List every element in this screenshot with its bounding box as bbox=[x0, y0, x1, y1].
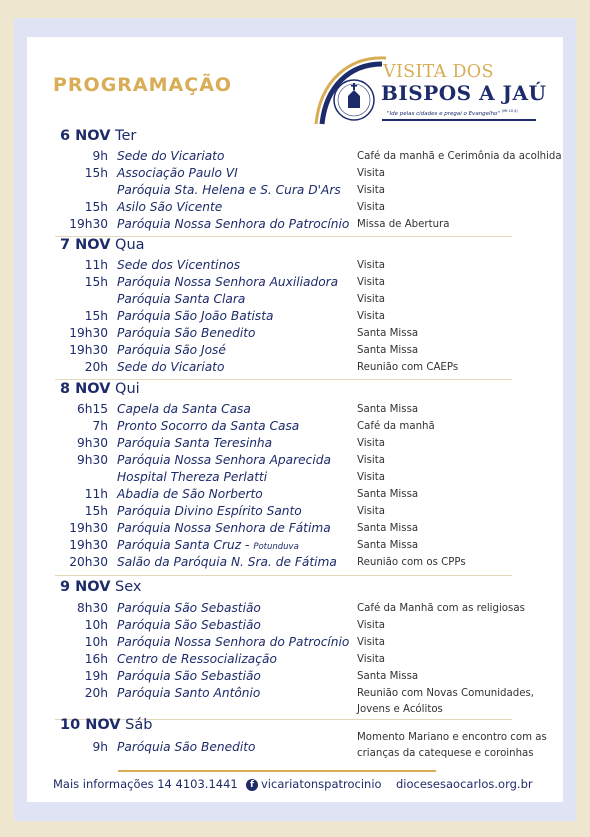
schedule-row: 7h Pronto Socorro da Santa Casa Café da manhã bbox=[92, 419, 435, 433]
schedule-row: 9h30 Paróquia Santa Teresinha Visita bbox=[77, 436, 385, 450]
schedule-row: 9h30 Paróquia Nossa Senhora Aparecida Visita bbox=[77, 453, 385, 467]
logo-subtitle: "Ide pelas cidades e pregai o Evangelho" $^{(Mt 10,5)}$ bbox=[387, 109, 518, 117]
footer-divider bbox=[118, 770, 436, 772]
day-heading: 9 NOV Sex bbox=[60, 579, 142, 595]
day-heading: 8 NOV Qui bbox=[60, 381, 140, 397]
footer-website-link[interactable]: diocesesaocarlos.org.br bbox=[396, 777, 533, 791]
schedule-row: 20h Paróquia Santo Antônio Reunião com Novas Comunidades, bbox=[84, 686, 535, 700]
schedule-row: 19h Paróquia São Sebastião Santa Missa bbox=[84, 669, 419, 683]
schedule-row: 10h Paróquia São Sebastião Visita bbox=[84, 618, 385, 632]
day-divider bbox=[55, 379, 512, 380]
footer-phone-info: Mais informações 14 4103.1441 bbox=[53, 777, 238, 791]
schedule-row: Hospital Thereza Perlatti Visita bbox=[117, 470, 385, 484]
schedule-row: 8h30 Paróquia São Sebastião Café da Manhã com as religiosas bbox=[77, 601, 525, 615]
day-heading: 7 NOV Qua bbox=[60, 237, 145, 253]
schedule-row: 15h Asilo São Vicente Visita bbox=[84, 200, 385, 214]
activity-continued: Jovens e Acólitos bbox=[357, 704, 443, 715]
activity-line-2: crianças da catequese e coroinhas bbox=[357, 748, 534, 759]
logo-line-1: VISITA DOS bbox=[383, 62, 494, 82]
schedule-row: 9h Paróquia São Benedito bbox=[92, 740, 256, 754]
schedule-row: 15h Paróquia São João Batista Visita bbox=[84, 309, 385, 323]
schedule-row: 15h Paróquia Divino Espírito Santo Visita bbox=[84, 504, 385, 518]
schedule-row: 11h Sede dos Vicentinos Visita bbox=[84, 258, 385, 272]
facebook-icon: f bbox=[246, 779, 258, 791]
schedule-row: 20h Sede do Vicariato Reunião com CAEPs bbox=[84, 360, 459, 374]
schedule-row: 15h Paróquia Nossa Senhora Auxiliadora Visita bbox=[84, 275, 385, 289]
schedule-row: 10h Paróquia Nossa Senhora do Patrocínio Visita bbox=[84, 635, 385, 649]
schedule-row: 16h Centro de Ressocialização Visita bbox=[84, 652, 385, 666]
schedule-row: 11h Abadia de São Norberto Santa Missa bbox=[84, 487, 419, 501]
footer-facebook-link[interactable]: vicariatonspatrocinio bbox=[261, 777, 382, 791]
day-heading: 10 NOV Sáb bbox=[60, 717, 153, 733]
logo-underline bbox=[382, 119, 536, 121]
schedule-row: 19h30 Paróquia São José Santa Missa bbox=[69, 343, 419, 357]
day-heading: 6 NOV Ter bbox=[60, 128, 137, 144]
schedule-row: 15h Associação Paulo VI Visita bbox=[84, 166, 385, 180]
schedule-row: 19h30 Paróquia Santa Cruz - Potunduva Santa Missa bbox=[69, 538, 419, 552]
schedule-row: 20h30 Salão da Paróquia N. Sra. de Fátima Reunião com os CPPs bbox=[69, 555, 466, 569]
schedule-row: Paróquia Sta. Helena e S. Cura D'Ars Visita bbox=[117, 183, 385, 197]
schedule-row: 19h30 Paróquia São Benedito Santa Missa bbox=[69, 326, 419, 340]
schedule-row: 19h30 Paróquia Nossa Senhora de Fátima Santa Missa bbox=[69, 521, 419, 535]
activity-line-1: Momento Mariano e encontro com as bbox=[357, 732, 547, 743]
schedule-row: Paróquia Santa Clara Visita bbox=[117, 292, 385, 306]
page-title: PROGRAMAÇÃO bbox=[53, 74, 233, 96]
logo-line-2: BISPOS A JAÚ bbox=[381, 81, 547, 105]
schedule-row: 6h15 Capela da Santa Casa Santa Missa bbox=[77, 402, 419, 416]
place-note: Potunduva bbox=[253, 542, 299, 552]
schedule-row: 19h30 Paróquia Nossa Senhora do Patrocínio Missa de Abertura bbox=[69, 217, 450, 231]
day-divider bbox=[55, 575, 512, 576]
schedule-row: 9h Sede do Vicariato Café da manhã e Cerimônia da acolhida bbox=[92, 149, 562, 163]
